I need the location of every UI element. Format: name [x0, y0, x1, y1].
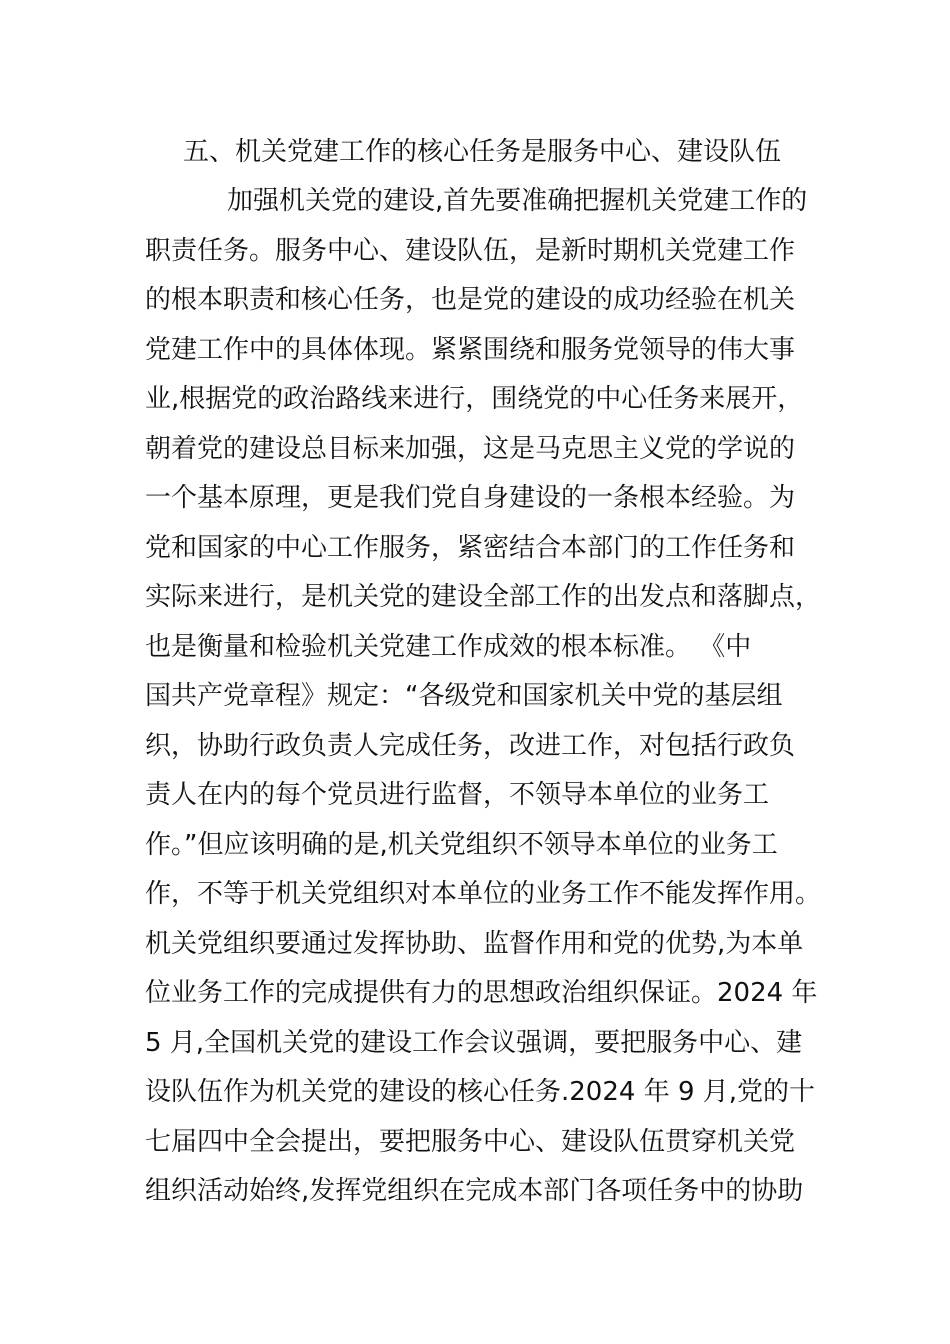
paragraph-line: 作。”但应该明确的是,机关党组织不领导本单位的业务工: [145, 830, 778, 860]
paragraph-line: 党建工作中的具体体现。紧紧围绕和服务党领导的伟大事: [145, 335, 796, 365]
section-heading: 五、机关党建工作的核心任务是服务中心、建设队伍: [183, 137, 782, 167]
paragraph-line: 设队伍作为机关党的建设的核心任务.2024 年 9 月,党的十: [145, 1077, 816, 1107]
paragraph-line: 七届四中全会提出，要把服务中心、建设队伍贯穿机关党: [145, 1127, 796, 1157]
paragraph-line: 国共产党章程》规定：“各级党和国家机关中党的基层组: [145, 681, 783, 711]
paragraph-line: 朝着党的建设总目标来加强，这是马克思主义党的学说的: [145, 434, 796, 464]
paragraph-line: 也是衡量和检验机关党建工作成效的根本标准。 《中: [145, 632, 752, 662]
paragraph-line: 业,根据党的政治路线来进行，围绕党的中心任务来展开，: [145, 384, 804, 414]
paragraph-line: 的根本职责和核心任务，也是党的建设的成功经验在机关: [145, 285, 796, 315]
paragraph-line: 机关党组织要通过发挥协助、监督作用和党的优势,为本单: [145, 929, 804, 959]
paragraph-line: 职责任务。服务中心、建设队伍，是新时期机关党建工作: [145, 236, 796, 266]
paragraph-line: 加强机关党的建设,首先要准确把握机关党建工作的: [227, 186, 808, 216]
paragraph-line: 5 月,全国机关党的建设工作会议强调，要把服务中心、建: [145, 1028, 803, 1058]
paragraph-line: 责人在内的每个党员进行监督，不领导本单位的业务工: [145, 780, 770, 810]
paragraph-line: 位业务工作的完成提供有力的思想政治组织保证。2024 年: [145, 978, 818, 1008]
paragraph-line: 组织活动始终,发挥党组织在完成本部门各项任务中的协助: [145, 1176, 804, 1206]
paragraph-line: 一个基本原理，更是我们党自身建设的一条根本经验。为: [145, 483, 796, 513]
paragraph-line: 党和国家的中心工作服务，紧密结合本部门的工作任务和: [145, 533, 796, 563]
paragraph-line: 作，不等于机关党组织对本单位的业务工作不能发挥作用。: [145, 879, 822, 909]
paragraph-line: 织，协助行政负责人完成任务，改进工作，对包括行政负: [145, 731, 796, 761]
paragraph-line: 实际来进行，是机关党的建设全部工作的出发点和落脚点，: [145, 582, 822, 612]
